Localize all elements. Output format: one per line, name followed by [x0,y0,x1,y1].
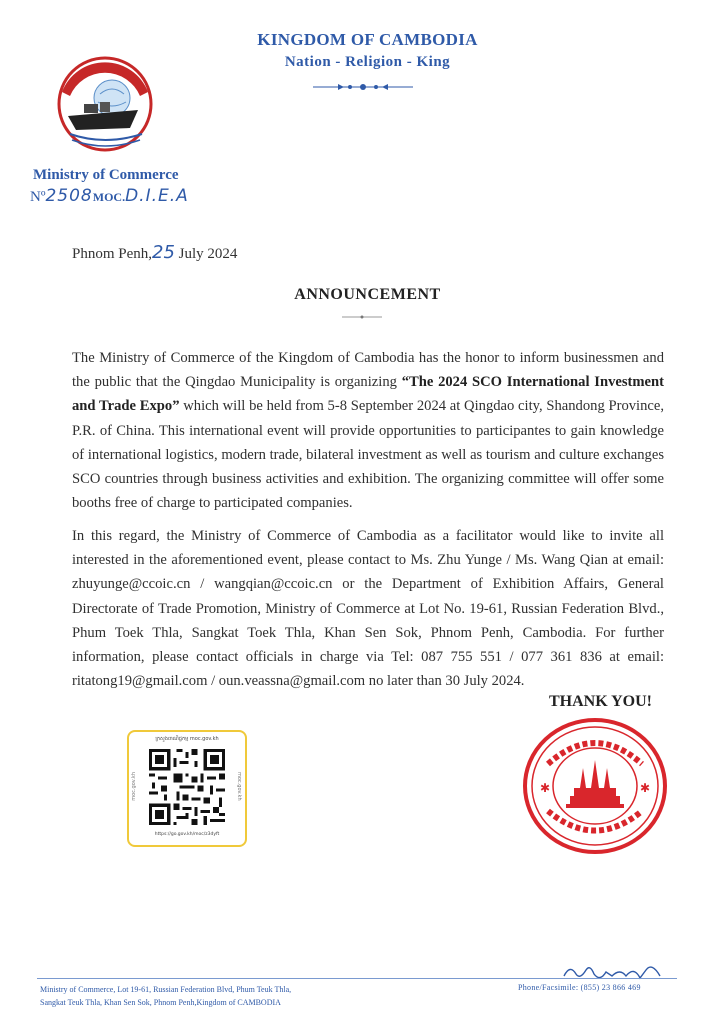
signature-icon [560,958,680,984]
ref-suffix-handwritten: D.I.E.A [125,186,189,206]
svg-text:✱: ✱ [640,781,651,795]
svg-text:✱: ✱ [540,781,551,795]
paragraph1-intro: The Ministry of Commerce of the Kingdom of Cambodia has the honor to inform businessmen and the public that the Qingdao Municipality is organizing [72,350,664,391]
paragraph1-details: which will be held from 5-8 September 2024 at Qingdao city, Shandong Province, P.R. of China. This international event will provide opportunities to participantes to gain knowledge of international logistics, modern trade, bilateral investment as well as tourism and culture exchanges SCO countries through business activities and exhibition. The organizing committee will offer some booths free of charge to participated companies. [72,398,664,512]
paragraph-invitation [72,346,664,515]
kingdom-heading: KINGDOM OF CAMBODIA [257,30,478,49]
header-ornament-icon [308,80,418,94]
paragraph-contact: In this regard, the Ministry of Commerce of Cambodia as a facilitator would like to invite all interested in the aforementioned event, please contact to Ms. Zhu Yunge / Ms. Wang Qian at email: zhuyunge@ccoic.cn / wangqian@ccoic.cn or the Department of Exhibition Affairs, General Directorate of Trade Promotion, Ministry of Commerce at Lot No. 19-61, Russian Federation Blvd., Phum Toek Thla, Sangkat Toek Thla, Khan Sen Sok, Phnom Penh, Cambodia. For further information, please contact officials in charge via Tel: 087 755 551 / 077 361 836 at email: ritatong19@gmail.com / oun.veassna@gmail.com no later than 30 July 2024. [72,528,664,690]
title-ornament-icon [340,314,384,320]
ref-number-handwritten: 2508 [45,186,93,206]
national-motto: Nation - Religion - King [284,54,451,70]
date-month-year: July 2024 [174,246,238,262]
footer-divider [37,978,677,979]
ministry-name: Ministry of Commerce [33,167,179,183]
qr-side-text-right: moc.gov.kh [236,772,242,801]
expo-name: “The 2024 SCO International Investment and Trade Expo” [72,374,664,415]
footer-address [40,983,291,1009]
closing-thank-you: THANK YOU! [549,693,652,710]
ministry-logo-icon [50,54,160,154]
ref-mid: MOC. [92,190,126,204]
qr-code-icon[interactable] [149,745,225,829]
date-day-handwritten: 25 [152,242,175,263]
official-seal-icon [520,716,670,856]
qr-top-text: ក្រសួងពាណិជ្ជកម្ម moc.gov.kh [155,736,219,742]
qr-code-card[interactable] [127,730,247,847]
date-place: Phnom Penh, [72,246,153,262]
reference-number [30,186,189,206]
ref-prefix: Nº [30,189,46,205]
footer-address-line2: Sangkat Teuk Thla, Khan Sen Sok, Phnom Penh,Kingdom of CAMBODIA [40,998,281,1007]
letter-date [72,242,237,263]
qr-url-text: https://go.gov.kh/moc/z3dyft [154,832,220,837]
footer-phone: Phone/Facsimile: (855) 23 866 469 [518,983,641,992]
qr-side-text-left: moc.gov.kh [131,772,137,801]
announcement-title: ANNOUNCEMENT [294,286,441,303]
footer-address-line1: Ministry of Commerce, Lot 19-61, Russian Federation Blvd, Phum Teuk Thla, [40,985,292,994]
